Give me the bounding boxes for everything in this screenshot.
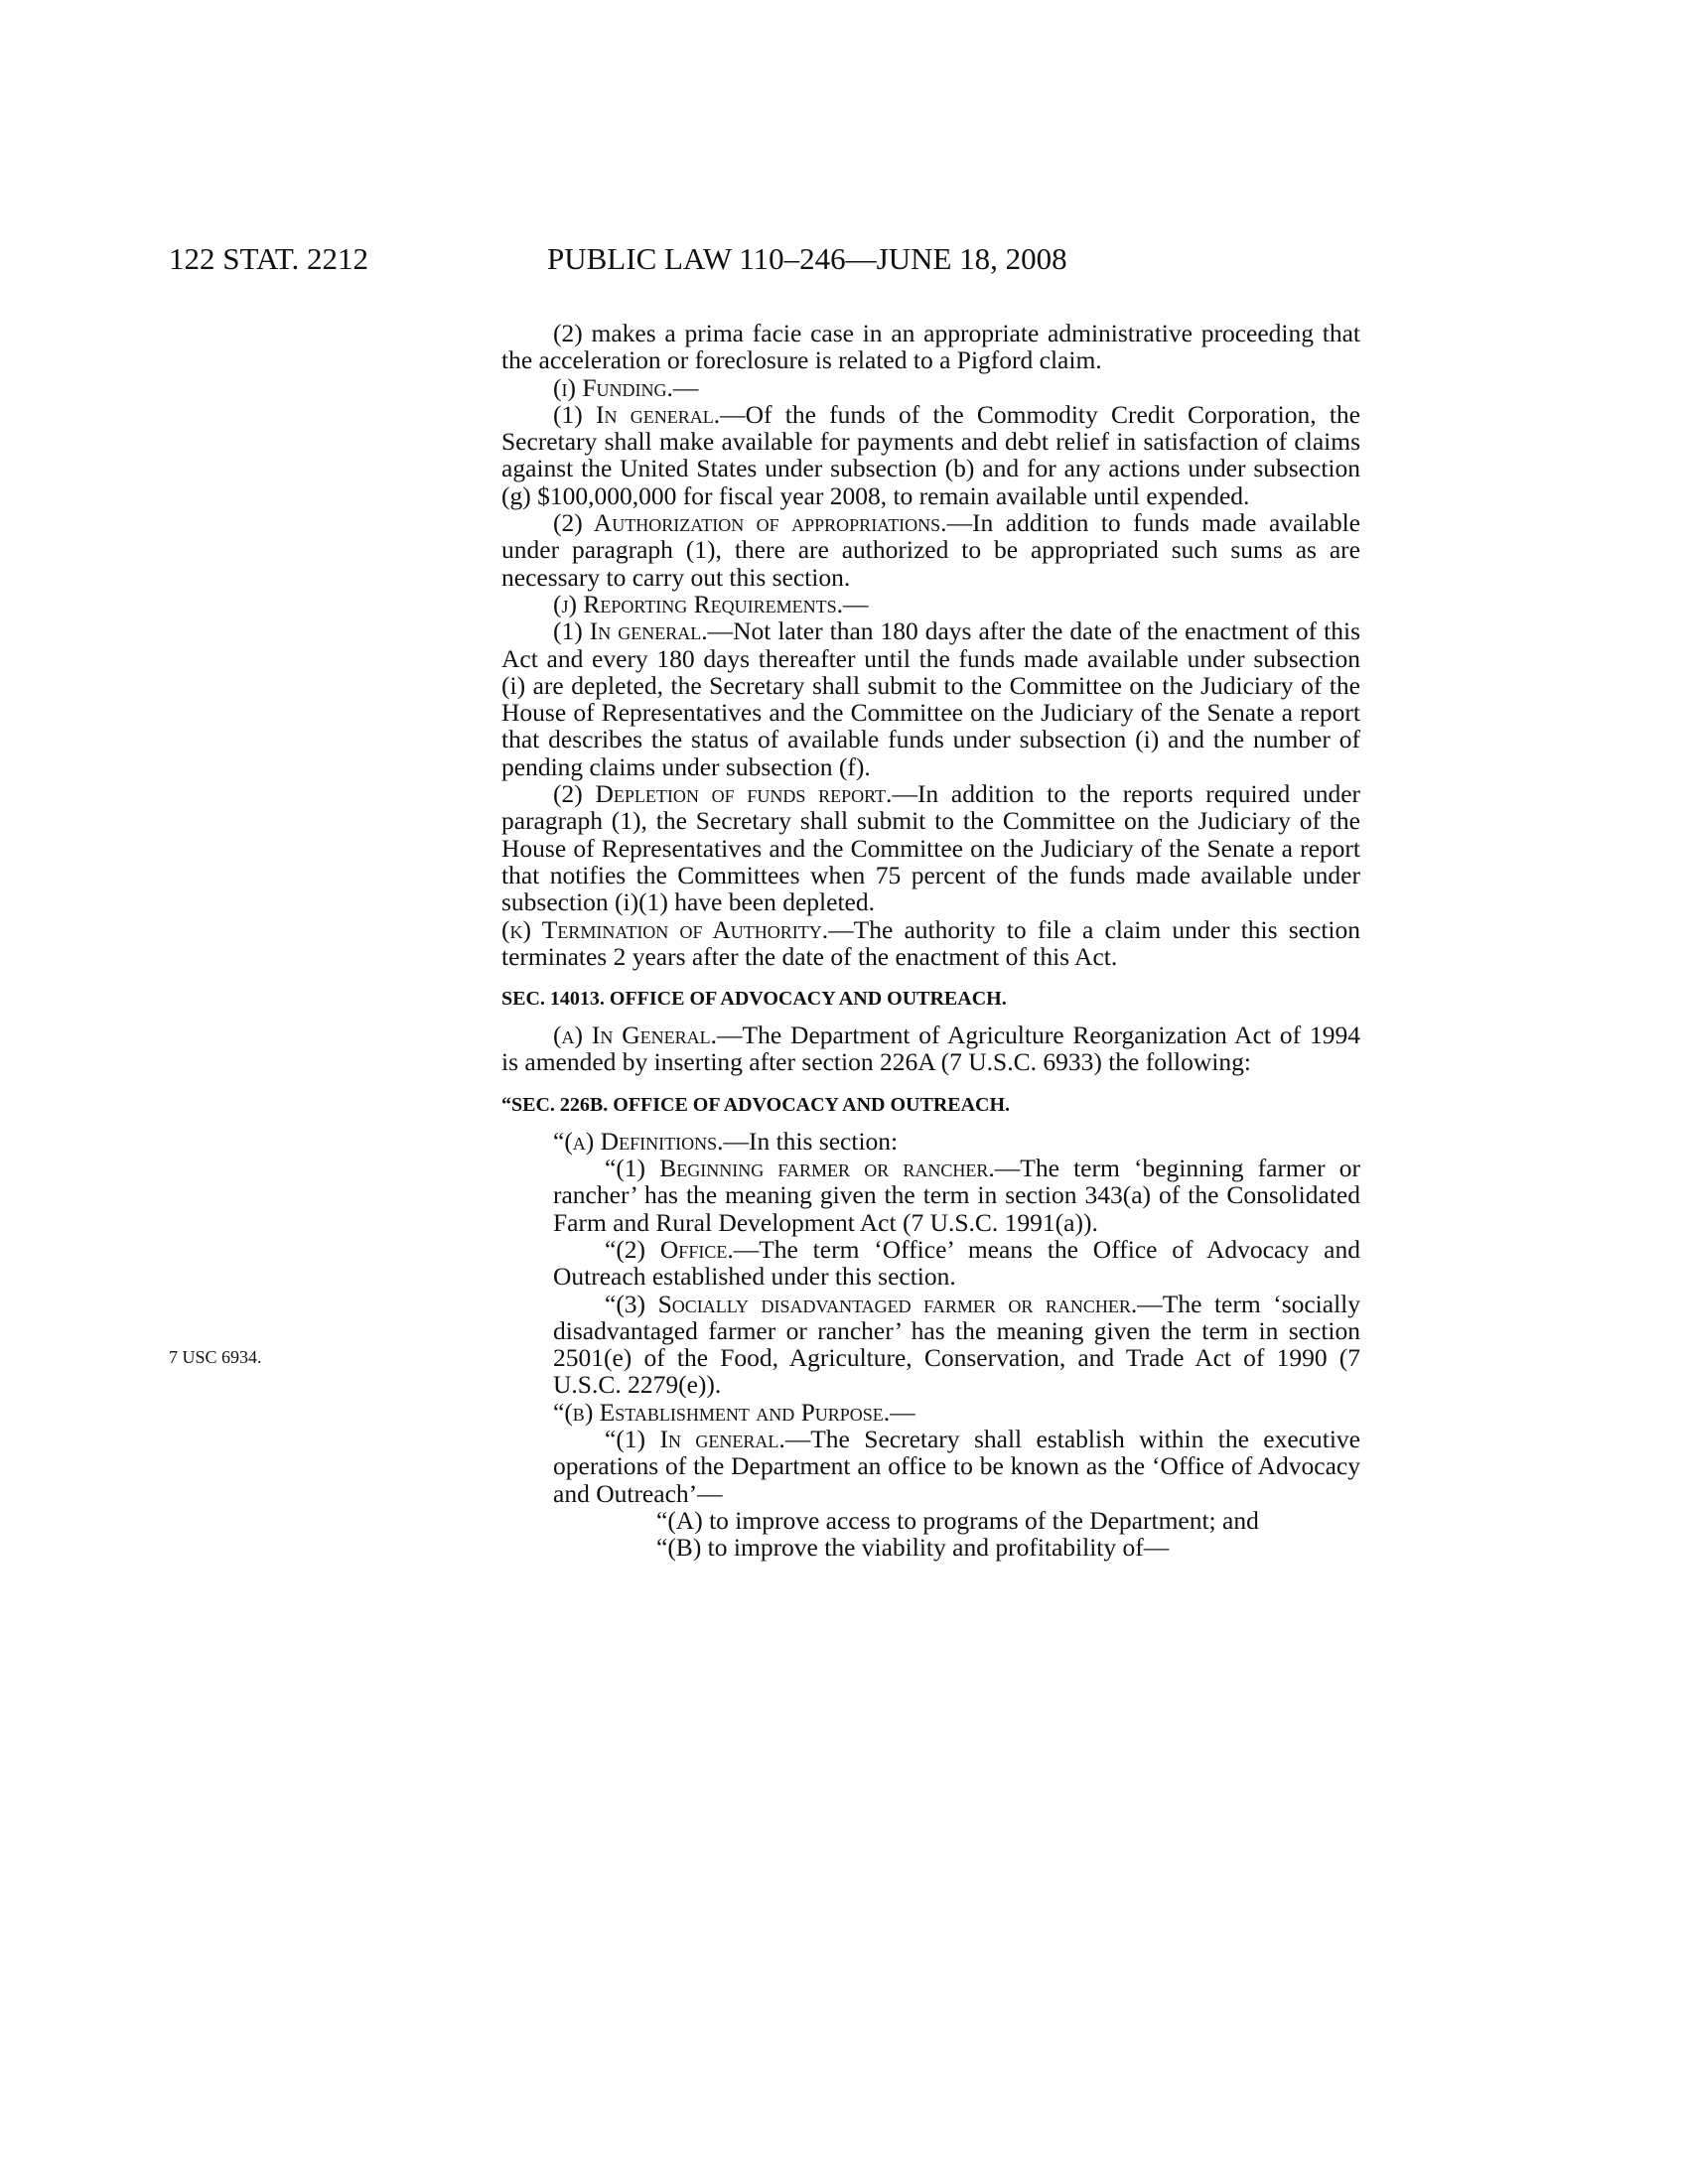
- paragraph-j1-text: —Not later than 180 days after the date of the enactment of this Act and every 180 days thereafter until the funds made available under subsection (i) are depleted, the Secretary shall submit to the Committee on the Judiciary of the House of Representatives and the Committee on the Judiciary of the Senate a report that describes the status of available funds under subsection (i) and the number of pending claims under subsection (f).: [501, 616, 1360, 781]
- establishment-1A: “(A) to improve access to programs of the Department; and: [656, 1505, 1259, 1535]
- definition-1-heading: “(1) Beginning farmer or rancher.: [605, 1154, 995, 1183]
- paragraph-j2-text: —In addition to the reports required under paragraph (1), the Secretary shall submit to the Committee on the Judiciary of the House of Representatives and the Committee on the Judiciary of the Senate a report that notifies the Committees when 75 percent of the funds made available under subsection (i)(1) have been depleted.: [501, 779, 1360, 917]
- establishment-1B: “(B) to improve the viability and profitability of—: [656, 1533, 1170, 1563]
- definition-2: [501, 1236, 1360, 1291]
- definition-3-text: —The term ‘socially disadvantaged farmer or rancher’ has the meaning given the term in section 2501(e) of the Food, Agriculture, Conservation, and Trade Act of 1990 (7 U.S.C. 2279(e)).: [553, 1289, 1361, 1400]
- definitions-text: —In this section:: [723, 1126, 899, 1156]
- paragraph-i1: [501, 401, 1360, 509]
- definitions-title: “(a) Definitions.: [553, 1126, 724, 1156]
- subsection-k: [501, 916, 1360, 971]
- subsection-k-heading: (k) Termination of Authority.: [501, 914, 829, 944]
- usc-margin-note: 7 USC 6934.: [169, 1347, 262, 1367]
- definition-2-text: —The term ‘Office’ means the Office of Advocacy and Outreach established under this section.: [553, 1234, 1360, 1292]
- definition-1: [501, 1155, 1360, 1236]
- subsection-a-text: —The Department of Agriculture Reorganization Act of 1994 is amended by inserting after section 226A (7 U.S.C. 6933) the following:: [501, 1021, 1360, 1077]
- subsection-i-heading: [501, 374, 1360, 401]
- establishment-1: [501, 1426, 1360, 1507]
- definitions-heading: [501, 1128, 1360, 1155]
- definition-1-text: —The term ‘beginning farmer or rancher’ has the meaning given the term in section 343(a) of the Consolidated Farm and Rural Development Act (7 U.S.C. 1991(a)).: [553, 1154, 1360, 1237]
- subsection-a-heading: (a) In General.: [553, 1021, 718, 1050]
- section-226b-heading: “SEC. 226B. OFFICE OF ADVOCACY AND OUTREACH.: [501, 1093, 1011, 1116]
- definition-3-heading: “(3) Socially disadvantaged farmer or rancher.: [605, 1289, 1138, 1318]
- public-law-title: PUBLIC LAW 110–246—JUNE 18, 2008: [547, 241, 1067, 276]
- definition-2-heading: “(2) Office.: [605, 1234, 734, 1264]
- statute-page-number: 122 STAT. 2212: [169, 241, 369, 276]
- paragraph-j1-heading: (1) In general.: [553, 616, 708, 646]
- establishment-1-heading: “(1) In general.: [605, 1424, 785, 1453]
- subsection-j-title: (j) Reporting Requirements.—: [553, 589, 869, 618]
- paragraph-i1-heading: (1) In general.: [553, 399, 721, 429]
- paragraph-i2: [501, 509, 1360, 591]
- paragraph-i2-heading: (2) Authorization of appropriations.: [553, 508, 947, 538]
- document-body: [501, 320, 1360, 1561]
- paragraph-i1-text: —Of the funds of the Commodity Credit Corporation, the Secretary shall make available for payments and debt relief in satisfaction of claims against the United States under subsection (b) and for any actions under subsection (g) $100,000,000 for fiscal year 2008, to remain available until expended.: [501, 399, 1360, 510]
- section-14013-heading: SEC. 14013. OFFICE OF ADVOCACY AND OUTREACH.: [501, 988, 1007, 1011]
- paragraph-j1: [501, 617, 1360, 780]
- paragraph-j2: [501, 780, 1360, 915]
- establishment-1-text: —The Secretary shall establish within the executive operations of the Department an office to be known as the ‘Office of Advocacy and Outreach’—: [553, 1424, 1360, 1508]
- subsection-i-title: (i) Funding.—: [553, 372, 699, 402]
- establishment-title: “(b) Establishment and Purpose.—: [553, 1397, 915, 1427]
- paragraph-2-prima-facie: (2) makes a prima facie case in an appropriate administrative proceeding that the acceleration or foreclosure is related to a Pigford claim.: [501, 319, 1360, 375]
- subsection-k-text: —The authority to file a claim under this section terminates 2 years after the date of the enactment of this Act.: [501, 914, 1360, 971]
- paragraph-i2-text: —In addition to funds made available under paragraph (1), there are authorized to be appropriated such sums as are necessary to carry out this section.: [501, 508, 1360, 592]
- paragraph-j2-heading: (2) Depletion of funds report.: [553, 779, 893, 809]
- establishment-heading: [501, 1399, 1360, 1426]
- subsection-j-heading: [501, 591, 1360, 617]
- subsection-a: [501, 1022, 1360, 1076]
- definition-3: [501, 1291, 1360, 1399]
